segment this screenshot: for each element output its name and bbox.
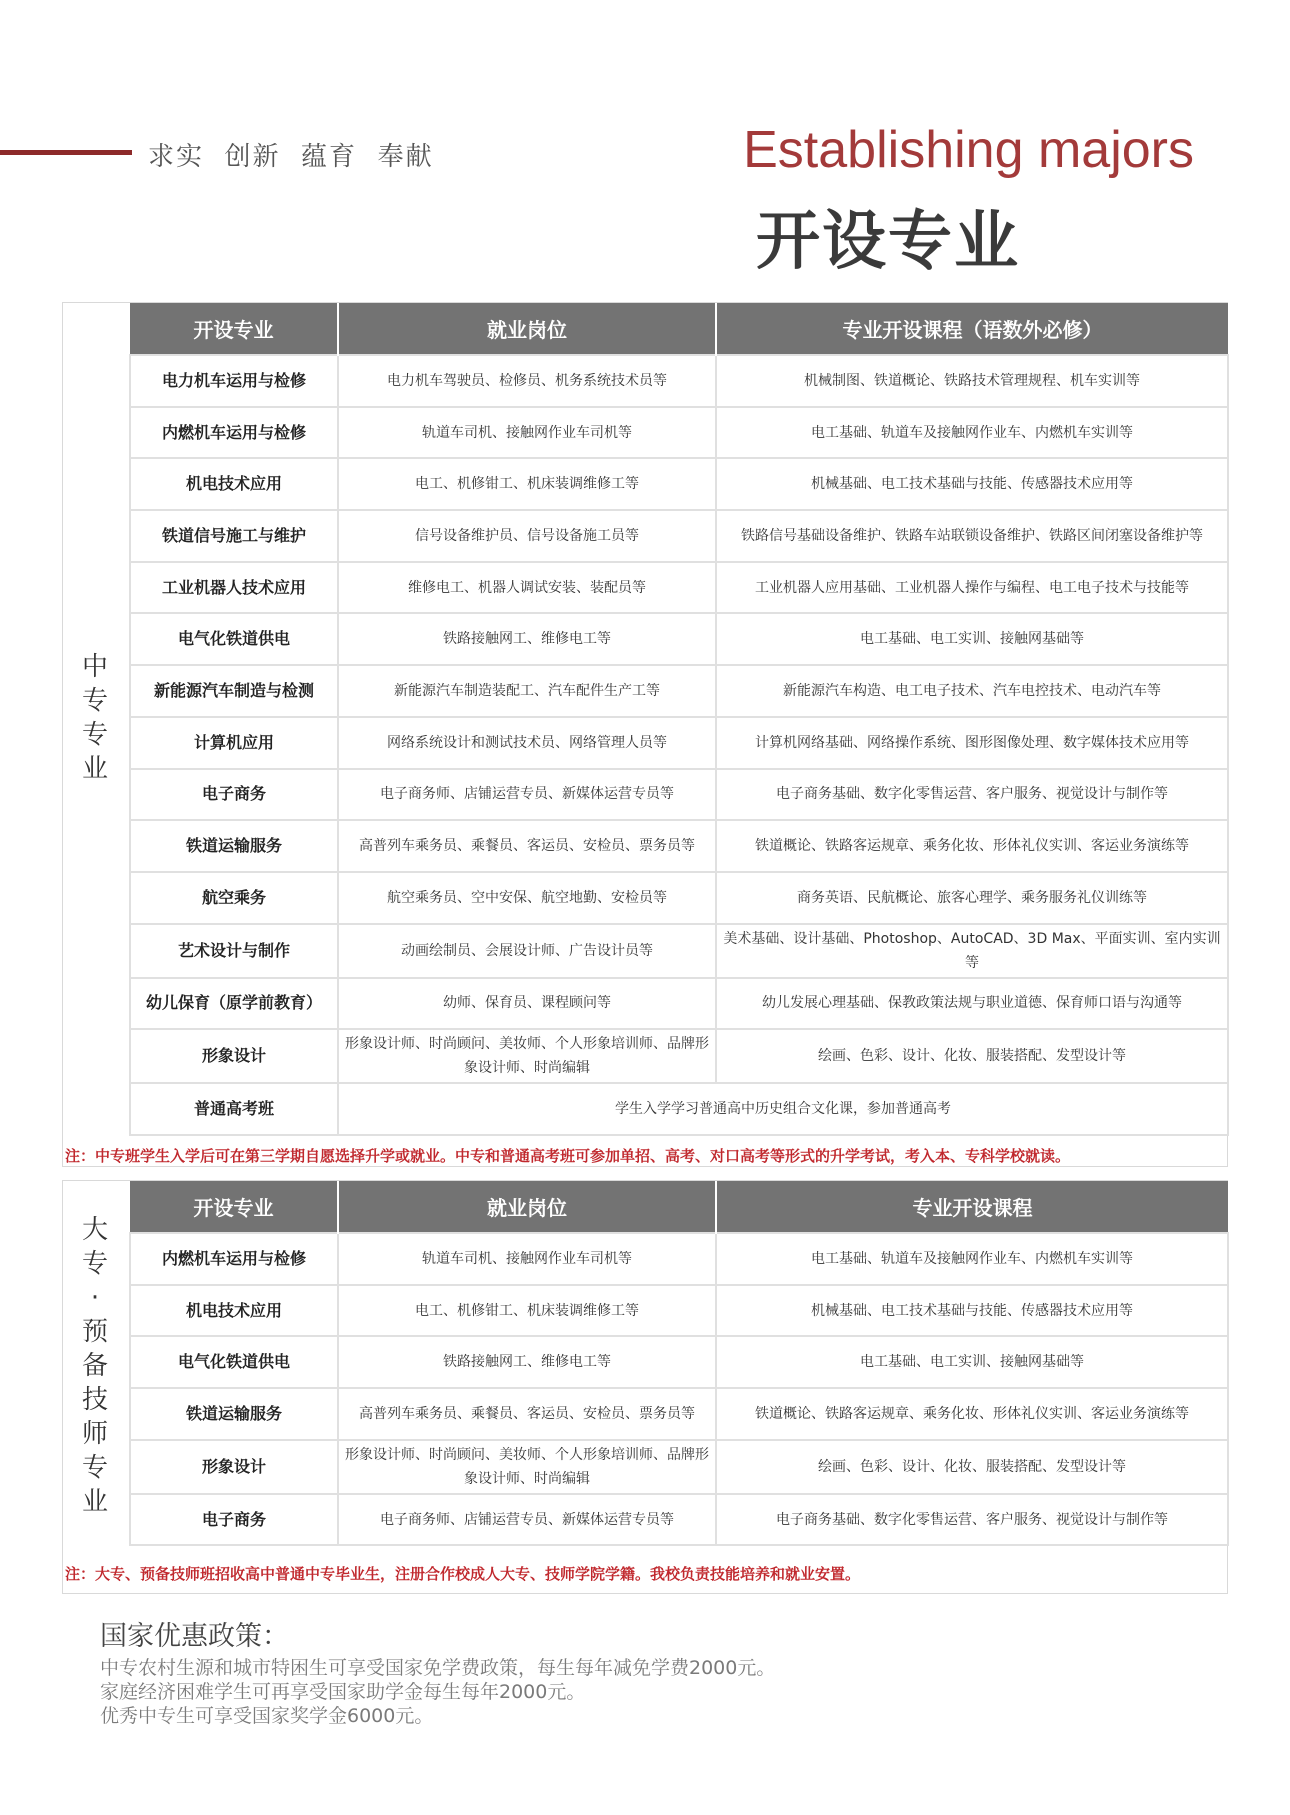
major-name: 内燃机车运用与检修 xyxy=(130,1233,338,1285)
college-majors-section xyxy=(62,1180,1228,1594)
job-positions: 形象设计师、时尚顾问、美妆师、个人形象培训师、品牌形象设计师、时尚编辑 xyxy=(338,1440,716,1494)
job-positions: 电工、机修钳工、机床装调维修工等 xyxy=(338,458,716,510)
section-label-college xyxy=(63,1181,127,1551)
course-list: 机械制图、铁道概论、铁路技术管理规程、机车实训等 xyxy=(716,355,1228,407)
job-positions: 新能源汽车制造装配工、汽车配件生产工等 xyxy=(338,665,716,717)
table-row xyxy=(130,613,1228,665)
major-name: 机电技术应用 xyxy=(130,458,338,510)
section-label-char: 中 xyxy=(81,652,108,682)
major-name: 计算机应用 xyxy=(130,717,338,769)
course-list: 铁道概论、铁路客运规章、乘务化妆、形体礼仪实训、客运业务演练等 xyxy=(716,820,1228,872)
job-positions: 轨道车司机、接触网作业车司机等 xyxy=(338,407,716,459)
policy-line: 优秀中专生可享受国家奖学金6000元。 xyxy=(100,1705,434,1727)
header-accent-line xyxy=(0,150,132,155)
table-row xyxy=(130,769,1228,821)
section-label-char: 业 xyxy=(81,1487,108,1517)
job-positions: 动画绘制员、会展设计师、广告设计员等 xyxy=(338,924,716,978)
section-label-char: 技 xyxy=(81,1385,108,1415)
table-row xyxy=(130,872,1228,924)
section-label-char: 师 xyxy=(81,1419,108,1449)
course-list: 电子商务基础、数字化零售运营、客户服务、视觉设计与制作等 xyxy=(716,769,1228,821)
table-row xyxy=(130,665,1228,717)
table-row xyxy=(130,407,1228,459)
table-row xyxy=(130,1336,1228,1388)
job-positions: 轨道车司机、接触网作业车司机等 xyxy=(338,1233,716,1285)
table-row xyxy=(130,458,1228,510)
job-positions: 铁路接触网工、维修电工等 xyxy=(338,1336,716,1388)
policy-title: 国家优惠政策： xyxy=(100,1621,289,1652)
course-list: 机械基础、电工技术基础与技能、传感器技术应用等 xyxy=(716,1285,1228,1337)
major-name: 电气化铁道供电 xyxy=(130,613,338,665)
secondary-note: 注：中专班学生入学后可在第三学期自愿选择升学或就业。中专和普通高考班可参加单招、高考、对口高考等形式的升学考试，考入本、专科学校就读。 xyxy=(65,1147,1071,1165)
table-row xyxy=(130,978,1228,1030)
table-row xyxy=(130,510,1228,562)
column-header-courses: 专业开设课程（语数外必修） xyxy=(716,303,1228,355)
major-name: 新能源汽车制造与检测 xyxy=(130,665,338,717)
section-label-char: 大 xyxy=(81,1215,108,1245)
policy-line: 中专农村生源和城市特困生可享受国家免学费政策，每生每年减免学费2000元。 xyxy=(100,1657,776,1679)
major-name: 艺术设计与制作 xyxy=(130,924,338,978)
job-positions: 高普列车乘务员、乘餐员、客运员、安检员、票务员等 xyxy=(338,820,716,872)
section-label-char: 备 xyxy=(81,1351,108,1381)
job-positions: 电工、机修钳工、机床装调维修工等 xyxy=(338,1285,716,1337)
section-label-secondary xyxy=(63,303,127,1133)
job-positions: 幼师、保育员、课程顾问等 xyxy=(338,978,716,1030)
course-list: 绘画、色彩、设计、化妆、服装搭配、发型设计等 xyxy=(716,1029,1228,1083)
course-list: 电工基础、轨道车及接触网作业车、内燃机车实训等 xyxy=(716,407,1228,459)
table-row xyxy=(130,1285,1228,1337)
job-positions: 高普列车乘务员、乘餐员、客运员、安检员、票务员等 xyxy=(338,1388,716,1440)
major-name: 内燃机车运用与检修 xyxy=(130,407,338,459)
major-name: 航空乘务 xyxy=(130,872,338,924)
course-list: 计算机网络基础、网络操作系统、图形图像处理、数字媒体技术应用等 xyxy=(716,717,1228,769)
college-majors-table xyxy=(129,1181,1229,1546)
table-row xyxy=(130,562,1228,614)
page-title: 开设专业 xyxy=(756,205,1020,279)
table-row xyxy=(130,924,1228,978)
course-list: 幼儿发展心理基础、保教政策法规与职业道德、保育师口语与沟通等 xyxy=(716,978,1228,1030)
table-row xyxy=(130,1029,1228,1083)
course-list: 铁道概论、铁路客运规章、乘务化妆、形体礼仪实训、客运业务演练等 xyxy=(716,1388,1228,1440)
program-description: 学生入学学习普通高中历史组合文化课，参加普通高考 xyxy=(338,1083,1228,1135)
major-name: 工业机器人技术应用 xyxy=(130,562,338,614)
major-name: 铁道信号施工与维护 xyxy=(130,510,338,562)
course-list: 美术基础、设计基础、Photoshop、AutoCAD、3D Max、平面实训、室内实训等 xyxy=(716,924,1228,978)
job-positions: 电力机车驾驶员、检修员、机务系统技术员等 xyxy=(338,355,716,407)
table-row xyxy=(130,1233,1228,1285)
job-positions: 电子商务师、店铺运营专员、新媒体运营专员等 xyxy=(338,1494,716,1546)
course-list: 新能源汽车构造、电工电子技术、汽车电控技术、电动汽车等 xyxy=(716,665,1228,717)
section-label-char: · xyxy=(90,1283,100,1313)
major-name: 机电技术应用 xyxy=(130,1285,338,1337)
school-motto: 求实 创新 蕴育 奉献 xyxy=(148,142,434,172)
course-list: 工业机器人应用基础、工业机器人操作与编程、电工电子技术与技能等 xyxy=(716,562,1228,614)
section-label-char: 专 xyxy=(81,1453,108,1483)
table-row xyxy=(130,355,1228,407)
job-positions: 铁路接触网工、维修电工等 xyxy=(338,613,716,665)
english-title: Establishing majors xyxy=(743,121,1194,179)
policy-line: 家庭经济困难学生可再享受国家助学金每生每年2000元。 xyxy=(100,1681,586,1703)
course-list: 电工基础、轨道车及接触网作业车、内燃机车实训等 xyxy=(716,1233,1228,1285)
major-name: 电力机车运用与检修 xyxy=(130,355,338,407)
column-header-major: 开设专业 xyxy=(130,1181,338,1233)
table-row xyxy=(130,1388,1228,1440)
column-header-jobs: 就业岗位 xyxy=(338,1181,716,1233)
major-name: 普通高考班 xyxy=(130,1083,338,1135)
job-positions: 形象设计师、时尚顾问、美妆师、个人形象培训师、品牌形象设计师、时尚编辑 xyxy=(338,1029,716,1083)
course-list: 电子商务基础、数字化零售运营、客户服务、视觉设计与制作等 xyxy=(716,1494,1228,1546)
job-positions: 维修电工、机器人调试安装、装配员等 xyxy=(338,562,716,614)
table-row xyxy=(130,1440,1228,1494)
section-label-char: 预 xyxy=(81,1317,108,1347)
job-positions: 信号设备维护员、信号设备施工员等 xyxy=(338,510,716,562)
course-list: 铁路信号基础设备维护、铁路车站联锁设备维护、铁路区间闭塞设备维护等 xyxy=(716,510,1228,562)
job-positions: 航空乘务员、空中安保、航空地勤、安检员等 xyxy=(338,872,716,924)
major-name: 电子商务 xyxy=(130,1494,338,1546)
section-label-char: 业 xyxy=(81,754,108,784)
column-header-major: 开设专业 xyxy=(130,303,338,355)
column-header-courses: 专业开设课程 xyxy=(716,1181,1228,1233)
major-name: 幼儿保育（原学前教育） xyxy=(130,978,338,1030)
major-name: 形象设计 xyxy=(130,1029,338,1083)
table-row xyxy=(130,820,1228,872)
job-positions: 电子商务师、店铺运营专员、新媒体运营专员等 xyxy=(338,769,716,821)
major-name: 铁道运输服务 xyxy=(130,1388,338,1440)
major-name: 电气化铁道供电 xyxy=(130,1336,338,1388)
secondary-majors-table xyxy=(129,303,1229,1136)
major-name: 铁道运输服务 xyxy=(130,820,338,872)
table-row xyxy=(130,1083,1228,1135)
table-row xyxy=(130,717,1228,769)
column-header-jobs: 就业岗位 xyxy=(338,303,716,355)
section-label-char: 专 xyxy=(81,720,108,750)
section-label-char: 专 xyxy=(81,686,108,716)
table-row xyxy=(130,1494,1228,1546)
section-label-char: 专 xyxy=(81,1249,108,1279)
college-note: 注：大专、预备技师班招收高中普通中专毕业生，注册合作校成人大专、技师学院学籍。我校负责技能培养和就业安置。 xyxy=(65,1565,861,1583)
course-list: 绘画、色彩、设计、化妆、服装搭配、发型设计等 xyxy=(716,1440,1228,1494)
course-list: 电工基础、电工实训、接触网基础等 xyxy=(716,1336,1228,1388)
course-list: 商务英语、民航概论、旅客心理学、乘务服务礼仪训练等 xyxy=(716,872,1228,924)
course-list: 电工基础、电工实训、接触网基础等 xyxy=(716,613,1228,665)
major-name: 形象设计 xyxy=(130,1440,338,1494)
job-positions: 网络系统设计和测试技术员、网络管理人员等 xyxy=(338,717,716,769)
secondary-majors-section xyxy=(62,302,1228,1167)
course-list: 机械基础、电工技术基础与技能、传感器技术应用等 xyxy=(716,458,1228,510)
major-name: 电子商务 xyxy=(130,769,338,821)
